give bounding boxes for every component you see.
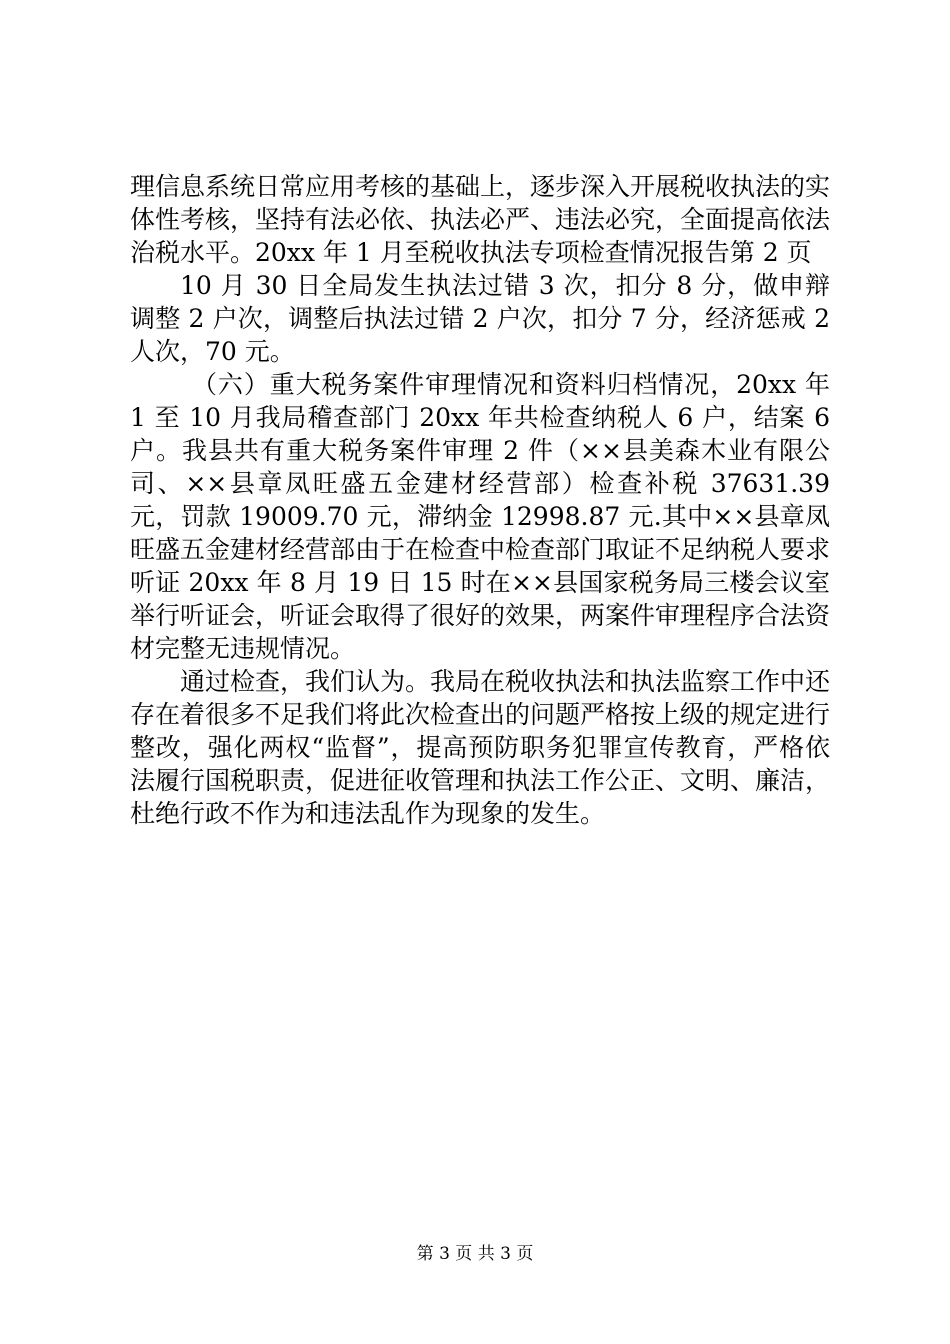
- page-footer: 第 3 页 共 3 页: [416, 1244, 534, 1264]
- paragraph-continuation: 理信息系统日常应用考核的基础上，逐步深入开展税收执法的实体性考核，坚持有法必依、执法必严、违法必究，全面提高依法治税水平。20xx 年 1 月至税收执法专项检查情况报告第 2 页: [130, 172, 831, 267]
- paragraph-conclusion: 通过检查，我们认为。我局在税收执法和执法监察工作中还存在着很多不足我们将此次检查出的问题严格按上级的规定进行整改，强化两权“监督”，提高预防职务犯罪宣传教育，严格依法履行国税职责，促进征收管理和执法工作公正、文明、廉洁，杜绝行政不作为和违法乱作为现象的发生。: [130, 667, 831, 828]
- document-body: [130, 170, 830, 830]
- paragraph-enforcement-errors: 10 月 30 日全局发生执法过错 3 次，扣分 8 分，做申辩调整 2 户次，调整后执法过错 2 户次，扣分 7 分，经济惩戒 2 人次，70 元。: [130, 271, 830, 366]
- paragraph-major-cases: （六）重大税务案件审理情况和资料归档情况，20xx 年 1 至 10 月我局稽查部门 20xx 年共检查纳税人 6 户，结案 6 户。我县共有重大税务案件审理 2 件（××县美森木业有限公司、××县章凤旺盛五金建材经营部）检查补税 37631.39 元，罚款 19009.70 元，滞纳金 12998.87 元.其中××县章凤旺盛五金建材经营部由于在检查中检查部门取证不足纳税人要求听证 20xx 年 8 月 19 日 15 时在××县国家税务局三楼会议室举行听证会，听证会取得了很好的效果，两案件审理程序合法资材完整无违规情况。: [130, 370, 831, 663]
